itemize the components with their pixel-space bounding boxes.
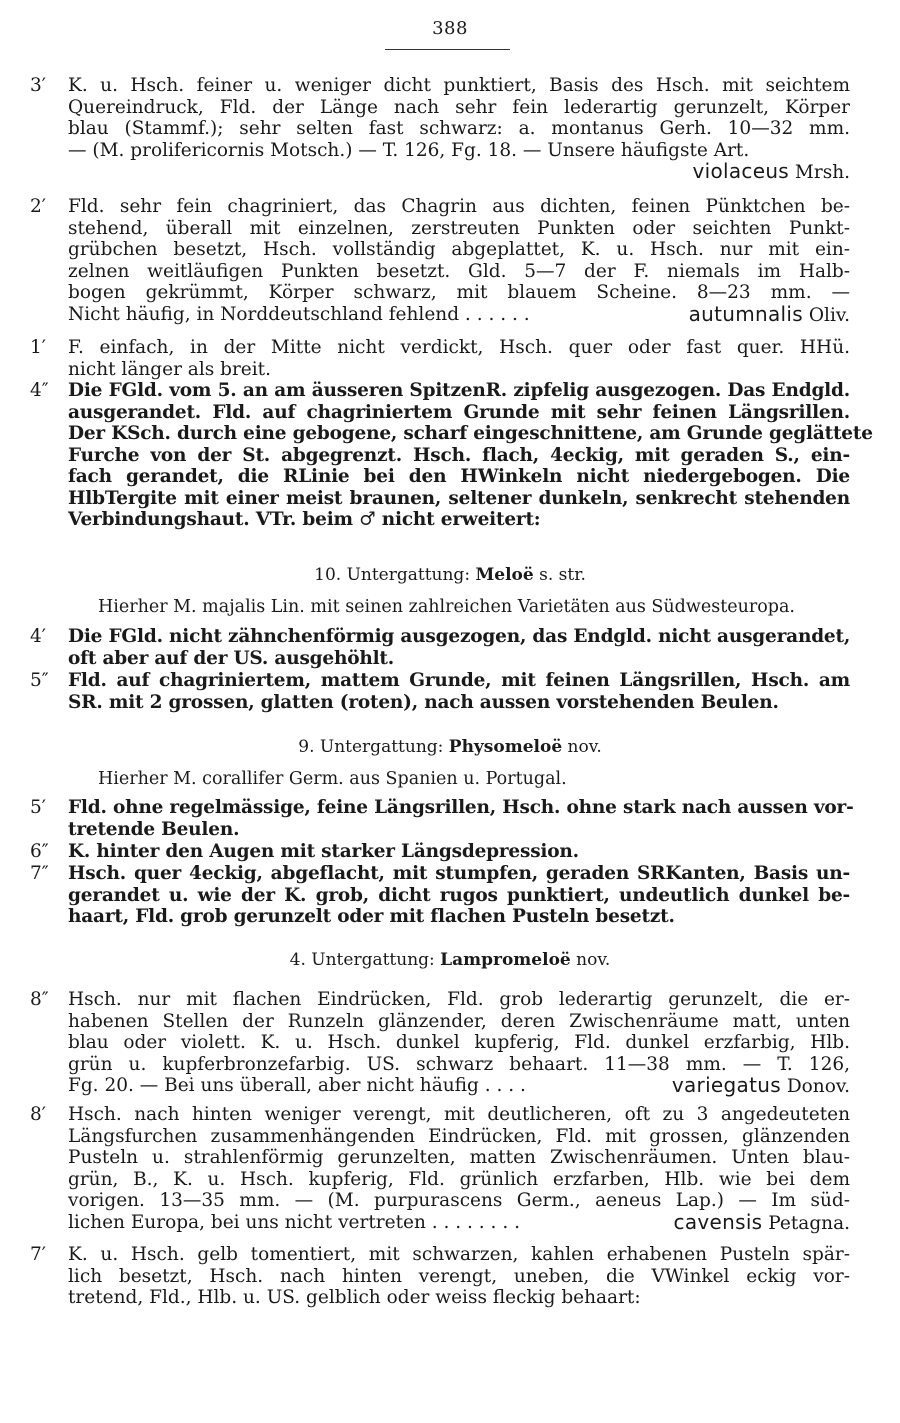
text-line: bogen gekrümmt, Körper schwarz, mit blauem Scheine. 8—23 mm. — xyxy=(68,282,850,303)
text-line: grün u. kupferbronzefarbig. US. schwarz behaart. 11—38 mm. — T. 126, xyxy=(68,1053,850,1075)
species-name: violaceus xyxy=(692,159,790,183)
key-number: 4′ xyxy=(30,626,46,647)
text-line: Hsch. quer 4eckig, abgeflacht, mit stumpfen, geraden SRKanten, Basis un- xyxy=(68,863,850,884)
key-number: 8″ xyxy=(30,989,49,1010)
key-text xyxy=(68,797,854,840)
key-number: 7′ xyxy=(30,1244,46,1265)
subgenus-number: 4. Untergattung: xyxy=(289,950,435,970)
key-text xyxy=(68,863,850,928)
text-line: ausgerandet. Fld. auf chagriniertem Grunde mit sehr feinen Längsrillen. xyxy=(68,401,850,423)
header-rule xyxy=(385,49,510,50)
species-name: autumnalis xyxy=(688,301,803,326)
subgenus-heading xyxy=(0,737,900,758)
key-text xyxy=(68,670,850,713)
text-line: Längsfurchen zusammenhängenden Eindrücken, Fld. mit grossen, glänzenden xyxy=(68,1125,850,1147)
subgenus-name: Meloë xyxy=(475,565,534,585)
key-text xyxy=(68,989,850,1098)
species-line xyxy=(68,161,850,184)
text-line: gerandet u. wie der K. grob, dicht rugos punktiert, undeutlich dunkel be- xyxy=(68,884,850,906)
key-number: 2′ xyxy=(30,196,46,217)
text-line: Fld. sehr fein chagriniert, das Chagrin aus dichten, feinen Pünktchen be- xyxy=(68,196,850,217)
subgenus-note: Hierher M. corallifer Germ. aus Spanien u. Portugal. xyxy=(98,769,567,789)
subgenus-number: 9. Untergattung: xyxy=(298,737,444,757)
species-author: Oliv. xyxy=(808,304,850,326)
text-line: Der KSch. durch eine gebogene, scharf eingeschnittene, am Grunde geglättete xyxy=(68,423,873,444)
text-line: Hsch. nur mit flachen Eindrücken, Fld. grob lederartig gerunzelt, die er- xyxy=(68,989,850,1010)
subgenus-suffix: nov. xyxy=(576,950,611,970)
key-text xyxy=(68,1104,850,1234)
subgenus-name: Physomeloë xyxy=(448,737,563,757)
text-line: Quereindruck, Fld. der Länge nach sehr fein lederartig gerunzelt, Körper xyxy=(68,96,850,118)
text-line: Fld. auf chagriniertem, mattem Grunde, mit feinen Längsrillen, Hsch. am xyxy=(68,670,850,691)
key-number: 1′ xyxy=(30,337,46,358)
text-line: HlbTergite mit einer meist braunen, seltener dunkeln, senkrecht stehenden xyxy=(68,487,850,509)
text-line: Furche von der St. abgegrenzt. Hsch. flach, 4eckig, mit geraden S., ein- xyxy=(68,444,850,466)
text-line: grübchen besetzt, Hsch. vollständig abgeplattet, K. u. Hsch. nur mit ein- xyxy=(68,239,850,260)
text-line: lichen Europa, bei uns nicht vertreten . . . . . . . . xyxy=(68,1211,520,1233)
species-name: variegatus xyxy=(671,1073,781,1097)
text-line: lich besetzt, Hsch. nach hinten verengt, uneben, die VWinkel eckig vor- xyxy=(68,1265,850,1287)
species-line xyxy=(68,1075,850,1098)
text-line: haart, Fld. grob gerunzelt oder mit flachen Pusteln besetzt. xyxy=(68,906,675,927)
text-line: K. u. Hsch. feiner u. weniger dicht punktiert, Basis des Hsch. mit seichtem xyxy=(68,75,850,96)
key-number: 4″ xyxy=(30,380,49,401)
subgenus-suffix: nov. xyxy=(567,737,602,757)
text-line: Nicht häufig, in Norddeutschland fehlend . . . . . . xyxy=(68,303,530,325)
text-line: tretend, Fld., Hlb. u. US. gelblich oder weiss fleckig behaart: xyxy=(68,1287,641,1308)
key-number: 6″ xyxy=(30,841,49,862)
key-number: 8′ xyxy=(30,1104,46,1125)
species-author: Donov. xyxy=(786,1076,850,1097)
text-line: Pusteln u. strahlenförmig gerunzelten, matten Zwischenräumen. Unten blau- xyxy=(68,1147,850,1168)
key-number: 5″ xyxy=(30,670,49,691)
text-line: vorigen. 13—35 mm. — (M. purpurascens Germ., aeneus Lap.) — Im süd- xyxy=(68,1190,850,1211)
text-line: stehend, überall mit einzelnen, zerstreuten Punkten oder seichten Punkt- xyxy=(68,217,850,239)
text-line: oft aber auf der US. ausgehöhlt. xyxy=(68,647,395,669)
text-line: Verbindungshaut. VTr. beim ♂ nicht erweitert: xyxy=(68,509,541,530)
key-text xyxy=(68,380,873,531)
text-line: fach gerandet, die RLinie bei den HWinkeln nicht niedergebogen. Die xyxy=(68,466,850,487)
text-line: K. u. Hsch. gelb tomentiert, mit schwarzen, kahlen erhabenen Pusteln spär- xyxy=(68,1244,850,1265)
key-number: 3′ xyxy=(30,75,46,96)
text-line: Die FGld. nicht zähnchenförmig ausgezogen, das Endgld. nicht ausgerandet, xyxy=(68,626,851,647)
text-line: grün, B., K. u. Hsch. kupferig, Fld. grünlich erzfarben, Hlb. wie bei dem xyxy=(68,1168,850,1190)
key-text xyxy=(68,1244,850,1309)
text-line: Die FGld. vom 5. an am äusseren SpitzenR. zipfelig ausgezogen. Das Endgld. xyxy=(68,380,850,401)
key-text xyxy=(68,196,850,326)
page-number: 388 xyxy=(432,18,468,39)
species-name-block xyxy=(673,1209,850,1235)
species-name-block xyxy=(692,159,850,183)
key-text xyxy=(68,626,850,669)
text-line: habenen Stellen der Runzeln glänzender, deren Zwischenräume matt, unten xyxy=(68,1010,850,1032)
text-line: F. einfach, in der Mitte nicht verdickt, Hsch. quer oder fast quer. HHü. xyxy=(68,337,850,358)
text-line: K. hinter den Augen mit starker Längsdepression. xyxy=(68,841,579,862)
text-line: Hsch. nach hinten weniger verengt, mit deutlicheren, oft zu 3 angedeuteten xyxy=(68,1104,850,1125)
species-line xyxy=(68,1209,850,1235)
key-number: 7″ xyxy=(30,863,49,884)
subgenus-suffix: s. str. xyxy=(539,565,586,585)
text-line: blau oder violett. K. u. Hsch. dunkel kupferig, Fld. dunkel erzfarbig, Hlb. xyxy=(68,1032,850,1053)
subgenus-heading xyxy=(0,565,900,586)
text-line: tretende Beulen. xyxy=(68,818,240,840)
subgenus-number: 10. Untergattung: xyxy=(314,565,471,585)
species-author: Mrsh. xyxy=(794,162,850,183)
text-line: zelnen weitläufigen Punkten besetzt. Gld. 5—7 der F. niemals im Halb- xyxy=(68,260,850,282)
key-text xyxy=(68,841,850,863)
species-line xyxy=(68,140,850,162)
species-author: Petagna. xyxy=(768,1212,850,1234)
text-line: blau (Stammf.); sehr selten fast schwarz: a. montanus Gerh. 10—32 mm. xyxy=(68,118,850,139)
key-number: 5′ xyxy=(30,797,46,818)
subgenus-heading xyxy=(0,950,900,971)
species-name-block xyxy=(688,301,850,327)
subgenus-note: Hierher M. majalis Lin. mit seinen zahlreichen Varietäten aus Südwesteuropa. xyxy=(98,597,795,617)
species-name-block xyxy=(672,1075,850,1098)
text-line: Fld. ohne regelmässige, feine Längsrillen, Hsch. ohne stark nach aussen vor- xyxy=(68,797,854,818)
key-text xyxy=(68,75,850,184)
text-line: SR. mit 2 grossen, glatten (roten), nach aussen vorstehenden Beulen. xyxy=(68,691,779,713)
species-line xyxy=(68,301,850,327)
text-line: Fg. 20. — Bei uns überall, aber nicht häufig . . . . xyxy=(68,1075,526,1096)
text-line: — (M. prolifericornis Motsch.) — T. 126, Fg. 18. — Unsere häufigste Art. xyxy=(68,139,750,161)
key-text xyxy=(68,337,850,380)
species-name: cavensis xyxy=(673,1209,763,1234)
text-line: nicht länger als breit. xyxy=(68,358,271,380)
subgenus-name: Lampromeloë xyxy=(440,950,571,970)
